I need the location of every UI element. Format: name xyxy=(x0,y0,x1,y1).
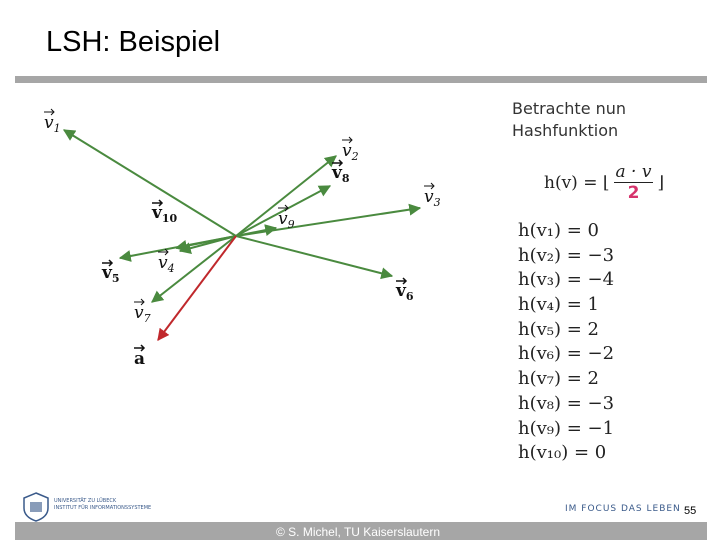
slogan-logo: IM FOCUS DAS LEBEN xyxy=(565,504,681,514)
formula-lhs: h(v) = ⌊ xyxy=(544,172,610,193)
title-rule xyxy=(15,76,707,83)
hash-row-v9: h(v₉) = −1 xyxy=(518,417,615,439)
hash-row-v7: h(v₇) = 2 xyxy=(518,368,599,390)
hash-row-v3: h(v₃) = −4 xyxy=(518,269,615,291)
formula-denominator: 2 xyxy=(627,183,640,203)
hash-row-v10: h(v₁₀) = 0 xyxy=(518,442,607,464)
hash-row-v1: h(v₁) = 0 xyxy=(518,220,599,241)
slide-content xyxy=(30,90,690,490)
university-logo xyxy=(22,492,182,526)
hash-row-v2: h(v₂) = −3 xyxy=(518,244,615,266)
label-a: a xyxy=(134,349,146,369)
university-logo-text: UNIVERSITÄT ZU LÜBECK INSTITUT FÜR INFORMATIONSSYSTEME xyxy=(54,498,152,511)
label-v3: $v_3$ xyxy=(424,187,441,209)
label-v10: $v_{10}$ xyxy=(152,203,178,225)
hash-row-v5: h(v₅) = 2 xyxy=(518,318,599,340)
vector-v5 xyxy=(120,236,236,258)
hash-row-v4: h(v₄) = 1 xyxy=(518,294,599,316)
label-v6: $v_6$ xyxy=(396,281,414,303)
label-v1: $v_1$ xyxy=(44,113,61,135)
label-v8: $v_8$ xyxy=(332,163,350,185)
hash-values-list xyxy=(518,219,690,466)
intro-line-2: Hashfunktion xyxy=(512,121,619,140)
formula-rhs: ⌋ xyxy=(657,172,665,193)
hash-panel xyxy=(510,98,690,466)
page-number: 55 xyxy=(684,505,697,517)
label-v5: $v_5$ xyxy=(102,263,120,285)
vector-v1 xyxy=(64,130,236,236)
intro-text xyxy=(512,98,690,142)
formula-numerator: a · v xyxy=(615,162,652,182)
label-v9: $v_9$ xyxy=(278,209,295,231)
vector-diagram xyxy=(30,90,490,470)
label-v4: $v_4$ xyxy=(158,253,175,275)
copyright-text: © S. Michel, TU Kaiserslautern xyxy=(276,525,441,539)
vector-v6 xyxy=(236,236,392,276)
intro-line-1: Betrachte nun xyxy=(512,99,627,118)
label-v2: $v_2$ xyxy=(342,141,359,163)
formula-fraction xyxy=(614,162,654,203)
hash-formula xyxy=(544,162,690,203)
label-v7: $v_7$ xyxy=(134,303,151,325)
hash-row-v6: h(v₆) = −2 xyxy=(518,343,615,365)
hash-row-v8: h(v₈) = −3 xyxy=(518,392,615,414)
slide-title: LSH: Beispiel xyxy=(46,26,221,58)
university-seal-icon xyxy=(22,492,50,522)
